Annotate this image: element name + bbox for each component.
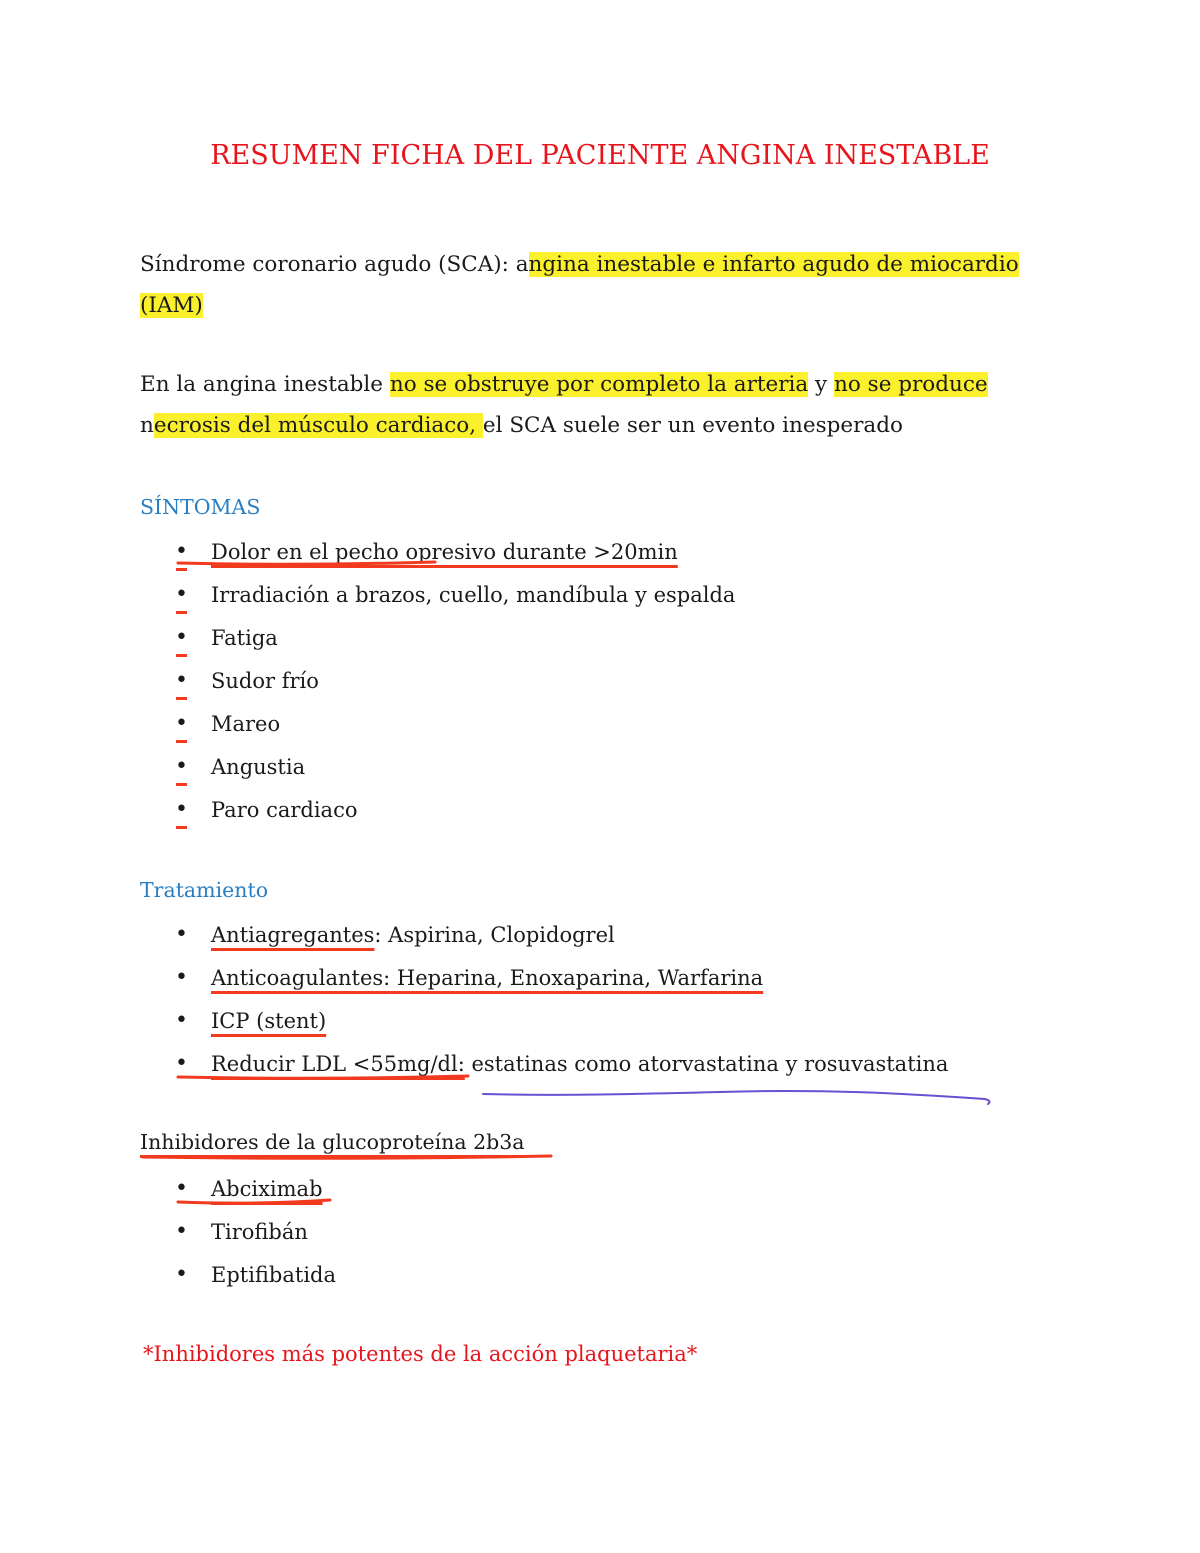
bullet-icon: • [175, 1008, 188, 1033]
bullet-icon: • [175, 965, 188, 990]
description-highlight: no se produce [834, 372, 988, 397]
list-item [175, 1217, 336, 1260]
list-item-text: Mareo [211, 712, 281, 736]
treatment-detail: : Aspirina, Clopidogrel [374, 923, 615, 947]
treatment-detail: Heparina, Enoxaparina, Warfarina [390, 966, 764, 990]
list-item-text: Eptifibatida [211, 1263, 337, 1287]
list-item [175, 1049, 948, 1092]
list-item [175, 709, 735, 752]
intro-line-2 [140, 285, 1060, 326]
list-item-text: Abciximab [211, 1177, 323, 1201]
description-text: n [140, 413, 154, 438]
tratamiento-list [175, 920, 948, 1092]
bullet-icon: • [175, 922, 188, 947]
description-line-2 [140, 405, 1060, 446]
description-highlight: ecrosis del músculo cardiaco, [153, 413, 483, 438]
bullet-icon: • [175, 537, 189, 567]
list-item [175, 1006, 948, 1049]
ink-purple-line [483, 1091, 989, 1104]
sintomas-list [175, 537, 735, 838]
bullet-icon: • [175, 752, 189, 782]
list-item-text: Irradiación a brazos, cuello, mandíbula y espalda [211, 583, 736, 607]
list-item-text: Angustia [211, 755, 306, 779]
list-item [175, 920, 948, 963]
description-text: el SCA suele ser un evento inesperado [482, 413, 903, 438]
treatment-label: Anticoagulantes: [211, 966, 391, 990]
bullet-icon: • [175, 795, 189, 825]
treatment-label: Reducir LDL <55mg/dl: [211, 1052, 465, 1076]
list-item-text: Sudor frío [211, 669, 319, 693]
bullet-icon: • [175, 709, 189, 739]
list-item [175, 666, 735, 709]
ink-underline [143, 1156, 551, 1158]
list-item-text: Dolor en el pecho opresivo durante >20min [211, 540, 678, 564]
inhibidores-heading: Inhibidores de la glucoproteína 2b3a [140, 1130, 525, 1154]
bullet-icon: • [175, 580, 189, 610]
list-item [175, 752, 735, 795]
list-item [175, 580, 735, 623]
list-item-text: Fatiga [211, 626, 278, 650]
bullet-icon: • [175, 623, 189, 653]
list-item [175, 963, 948, 1006]
intro-line-1 [140, 244, 1060, 285]
bullet-icon: • [175, 1051, 188, 1076]
inhibidores-list [175, 1174, 336, 1303]
list-item [175, 795, 735, 838]
list-item-text: Tirofibán [211, 1220, 308, 1244]
list-item-text: Paro cardiaco [211, 798, 358, 822]
intro-highlight-iam: (IAM) [140, 293, 203, 318]
bullet-icon: • [175, 1219, 188, 1244]
description-text: y [808, 372, 835, 397]
list-item [175, 1260, 336, 1303]
intro-paragraph [140, 244, 1060, 326]
intro-text: Síndrome coronario agudo (SCA): a [140, 252, 529, 277]
treatment-detail: estatinas como atorvastatina y rosuvastatina [464, 1052, 949, 1076]
list-item [175, 623, 735, 666]
treatment-label: Antiagregantes [211, 923, 375, 947]
page-title: RESUMEN FICHA DEL PACIENTE ANGINA INESTABLE [210, 140, 990, 171]
list-item [175, 537, 735, 580]
description-paragraph [140, 364, 1060, 446]
sintomas-heading: SÍNTOMAS [140, 495, 261, 519]
treatment-label: ICP (stent) [211, 1009, 327, 1033]
description-line-1 [140, 364, 1060, 405]
footnote: *Inhibidores más potentes de la acción plaquetaria* [143, 1342, 698, 1366]
list-item [175, 1174, 336, 1217]
bullet-icon: • [175, 1262, 188, 1287]
bullet-icon: • [175, 666, 189, 696]
description-highlight: no se obstruye por completo la arteria [389, 372, 809, 397]
description-text: En la angina inestable [140, 372, 390, 397]
intro-highlight: ngina inestable e infarto agudo de miocardio [528, 252, 1019, 277]
bullet-icon: • [175, 1176, 188, 1201]
tratamiento-heading: Tratamiento [140, 878, 269, 902]
